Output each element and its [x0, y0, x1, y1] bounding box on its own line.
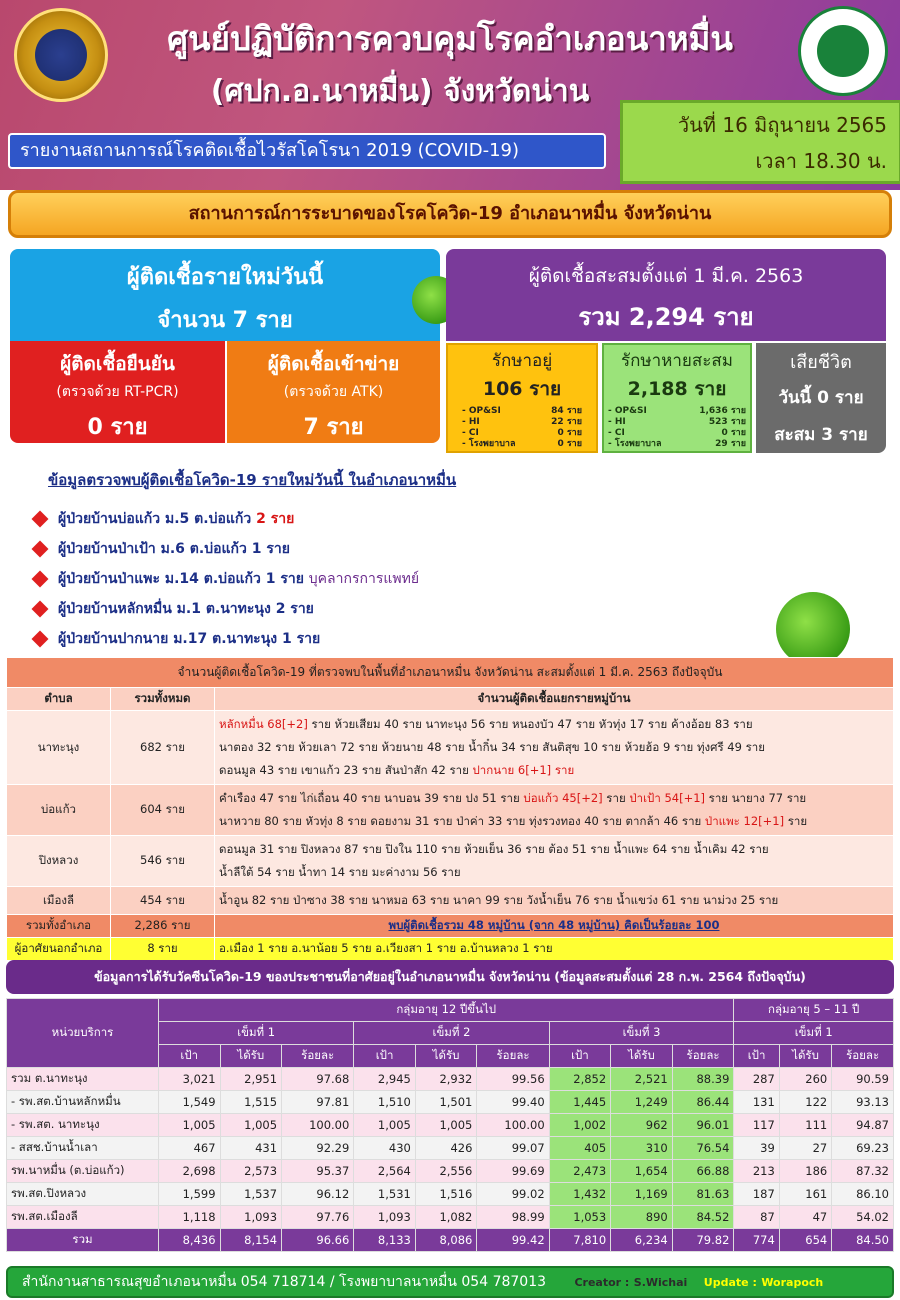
summary-note: พบผู้ติดเชื้อรวม 48 หมู่บ้าน (จาก 48 หมู่บ้าน) คิดเป็นร้อยละ 100 — [215, 915, 894, 938]
village-list — [215, 887, 894, 915]
group-5-11-header: กลุ่มอายุ 5 – 11 ปี — [734, 999, 894, 1022]
vaccine-cell: 99.02 — [477, 1183, 549, 1206]
patient-note: บุคลากรการแพทย์ — [308, 571, 420, 587]
total-cell: 654 — [779, 1229, 831, 1252]
subheader-target: เป้า — [159, 1045, 221, 1068]
cases-row — [7, 711, 894, 785]
subheader-target: เป้า — [549, 1045, 611, 1068]
vaccine-cell: 99.56 — [477, 1068, 549, 1091]
vaccine-cell: 1,053 — [549, 1206, 611, 1229]
probable-count: 7 ราย — [303, 415, 364, 440]
outside-total: 8 ราย — [111, 938, 215, 961]
vaccine-cell: 87 — [734, 1206, 779, 1229]
village-text: ดอนมูล 31 ราย ปิงหลวง 87 ราย ปิงใน 110 ราย ห้วยเย็น 36 ราย ต้อง 51 ราย น้ำแพะ 64 ราย น้ำเคิม 42 ราย — [219, 842, 769, 856]
breakdown-row — [462, 406, 582, 417]
virus-icon-large — [776, 592, 850, 666]
recovered-breakdown — [604, 406, 750, 450]
confirmed-label: ผู้ติดเชื้อยืนยัน — [60, 353, 175, 375]
vaccine-cell: 1,169 — [611, 1183, 673, 1206]
outside-note: อ.เมือง 1 ราย อ.นาน้อย 5 ราย อ.เวียงสา 1 ราย อ.บ้านหลวง 1 ราย — [215, 938, 894, 961]
unit-name: - รพ.สต. นาทะนุง — [7, 1114, 159, 1137]
summary-total: 2,286 ราย — [111, 915, 215, 938]
breakdown-value: 0 ราย — [557, 428, 582, 438]
total-cell: 8,154 — [220, 1229, 282, 1252]
vaccine-cell: 90.59 — [832, 1068, 894, 1091]
unit-name: - รพ.สต.บ้านหลักหมื่น — [7, 1091, 159, 1114]
vaccine-cell: 1,002 — [549, 1114, 611, 1137]
vaccine-cell: 1,515 — [220, 1091, 282, 1114]
page-title: ศูนย์ปฏิบัติการควบคุมโรคอำเภอนาหมื่น — [167, 19, 733, 58]
cumulative-box — [446, 249, 886, 341]
vaccine-cell: 161 — [779, 1183, 831, 1206]
village-list — [215, 836, 894, 887]
vaccine-cell: 1,005 — [415, 1114, 477, 1137]
total-cell: 8,133 — [354, 1229, 416, 1252]
unit-name: รพ.สต.เมืองลี — [7, 1206, 159, 1229]
update-label: Update : — [703, 1276, 757, 1289]
vaccine-cell: 287 — [734, 1068, 779, 1091]
village-text: น้ำลีใต้ 54 ราย น้ำทา 14 ราย มะค่างาม 56 ราย — [219, 865, 461, 879]
unit-name: - สสช.บ้านน้ำเลา — [7, 1137, 159, 1160]
subheader-percent: ร้อยละ — [672, 1045, 734, 1068]
vaccine-cell: 1,501 — [415, 1091, 477, 1114]
breakdown-name: - โรงพยาบาล — [462, 439, 516, 449]
creator-name: S.Wichai — [633, 1276, 688, 1289]
patient-text: ผู้ป่วยบ้านปากนาย ม.17 ต.นาทะนุง 1 ราย — [58, 631, 321, 647]
breakdown-row — [608, 439, 746, 450]
village-line — [219, 810, 889, 833]
vaccine-cell: 2,521 — [611, 1068, 673, 1091]
vaccine-cell: 92.29 — [282, 1137, 354, 1160]
vaccine-cell: 100.00 — [477, 1114, 549, 1137]
vaccine-cell: 87.32 — [832, 1160, 894, 1183]
vaccine-row — [7, 1206, 894, 1229]
patient-text: ผู้ป่วยบ้านหลักหมื่น ม.1 ต.นาทะนุง 2 ราย — [58, 601, 314, 617]
breakdown-name: - OP&SI — [462, 406, 501, 416]
new-cases-label: ผู้ติดเชื้อรายใหม่วันนี้ — [126, 265, 324, 290]
vaccine-cell: 76.54 — [672, 1137, 734, 1160]
vaccine-cell: 260 — [779, 1068, 831, 1091]
vaccine-cell: 66.88 — [672, 1160, 734, 1183]
header-banner — [0, 0, 900, 190]
recovered-box — [602, 343, 752, 453]
updater-name: Worapoch — [761, 1276, 824, 1289]
report-title: รายงานสถานการณ์โรคติดเชื้อไวรัสโคโรนา 2019 (COVID-19) — [8, 133, 606, 169]
village-line — [219, 838, 889, 861]
summary-label: รวมทั้งอำเภอ — [7, 915, 111, 938]
vaccine-cell: 27 — [779, 1137, 831, 1160]
patient-item — [34, 598, 314, 620]
total-cell: 774 — [734, 1229, 779, 1252]
vaccine-cell: 95.37 — [282, 1160, 354, 1183]
breakdown-name: - โรงพยาบาล — [608, 439, 662, 449]
vaccine-cell: 2,473 — [549, 1160, 611, 1183]
patient-text: ผู้ป่วยบ้านป่าเป้า ม.6 ต.บ่อแก้ว 1 ราย — [58, 541, 290, 557]
vaccine-cell: 86.44 — [672, 1091, 734, 1114]
unit-name: รพ.นาหมื่น (ต.บ่อแก้ว) — [7, 1160, 159, 1183]
vaccine-cell: 99.07 — [477, 1137, 549, 1160]
vaccine-cell: 1,654 — [611, 1160, 673, 1183]
vaccine-cell: 890 — [611, 1206, 673, 1229]
breakdown-row — [462, 439, 582, 450]
patient-text: ผู้ป่วยบ้านบ่อแก้ว ม.5 ต.บ่อแก้ว — [58, 511, 257, 527]
vaccine-title: ข้อมูลการได้รับวัคซีนโควิด-19 ของประชาชนที่อาศัยอยู่ในอำเภอนาหมื่น จังหวัดน่าน (ข้อมูลสะสมตั้งแต่ 28 ก.พ. 2564 ถึงปัจจุบัน) — [6, 960, 894, 994]
cumulative-label: ผู้ติดเชื้อสะสมตั้งแต่ 1 มี.ค. 2563 — [528, 265, 804, 287]
dose1-header: เข็มที่ 1 — [159, 1022, 354, 1045]
vaccine-cell: 97.68 — [282, 1068, 354, 1091]
cases-row — [7, 836, 894, 887]
unit-header: หน่วยบริการ — [7, 999, 159, 1068]
breakdown-name: - HI — [462, 417, 480, 427]
vaccine-cell: 1,093 — [354, 1206, 416, 1229]
vaccine-row — [7, 1137, 894, 1160]
total-label: รวม — [7, 1229, 159, 1252]
vaccine-cell: 2,945 — [354, 1068, 416, 1091]
village-text: ดอนมูล 43 ราย เขาแก้ว 23 ราย สันป่าสัก 42 ราย — [219, 763, 473, 777]
breakdown-row — [462, 417, 582, 428]
subdistrict-name: เมืองลี — [7, 887, 111, 915]
vaccine-cell: 2,698 — [159, 1160, 221, 1183]
vaccine-cell: 2,951 — [220, 1068, 282, 1091]
vaccine-cell: 1,510 — [354, 1091, 416, 1114]
treating-count: 106 ราย — [482, 378, 562, 400]
total-cell: 8,436 — [159, 1229, 221, 1252]
vaccine-cell: 131 — [734, 1091, 779, 1114]
situation-title: สถานการณ์การระบาดของโรคโควิด-19 อำเภอนาหมื่น จังหวัดน่าน — [8, 190, 892, 238]
bullet-diamond-icon — [32, 541, 49, 558]
confirmed-method: (ตรวจด้วย RT-PCR) — [56, 384, 179, 400]
vaccine-cell: 98.99 — [477, 1206, 549, 1229]
date-box — [620, 100, 900, 184]
subdistrict-total: 546 ราย — [111, 836, 215, 887]
subdistrict-total: 682 ราย — [111, 711, 215, 785]
village-text: นาหวาย 80 ราย หัวทุ่ง 8 ราย ดอยงาม 31 ราย ป่าค่า 33 ราย ทุ่งรวงทอง 40 ราย ตากล้า 46 ราย — [219, 814, 705, 828]
report-time: เวลา 18.30 น. — [755, 149, 887, 173]
subheader-received: ได้รับ — [220, 1045, 282, 1068]
vaccine-row — [7, 1160, 894, 1183]
vaccine-cell: 111 — [779, 1114, 831, 1137]
vaccine-cell: 2,852 — [549, 1068, 611, 1091]
treating-box — [446, 343, 598, 453]
cases-row — [7, 785, 894, 836]
subdistrict-name: ปิงหลวง — [7, 836, 111, 887]
vaccine-cell: 430 — [354, 1137, 416, 1160]
report-date: วันที่ 16 มิถุนายน 2565 — [677, 113, 887, 137]
unit-name: รพ.สต.ปิงหลวง — [7, 1183, 159, 1206]
vaccine-cell: 1,005 — [354, 1114, 416, 1137]
breakdown-value: 29 ราย — [715, 439, 746, 449]
village-list — [215, 711, 894, 785]
vaccine-cell: 431 — [220, 1137, 282, 1160]
breakdown-row — [608, 417, 746, 428]
vaccine-cell: 187 — [734, 1183, 779, 1206]
bullet-diamond-icon — [32, 511, 49, 528]
vaccine-cell: 122 — [779, 1091, 831, 1114]
vaccine-cell: 213 — [734, 1160, 779, 1183]
total-cell: 6,234 — [611, 1229, 673, 1252]
vaccine-cell: 1,549 — [159, 1091, 221, 1114]
death-box — [756, 343, 886, 453]
vaccine-cell: 2,564 — [354, 1160, 416, 1183]
vaccine-cell: 1,005 — [220, 1114, 282, 1137]
breakdown-name: - CI — [608, 428, 625, 438]
village-text: ราย นายาง 77 ราย — [705, 791, 807, 805]
village-highlight: ป่าแพะ 12[+1] — [704, 814, 785, 828]
recovered-label: รักษาหายสะสม — [621, 351, 733, 371]
probable-method: (ตรวจด้วย ATK) — [283, 384, 384, 400]
village-line — [219, 787, 889, 810]
vaccine-cell: 1,531 — [354, 1183, 416, 1206]
breakdown-value: 0 ราย — [557, 439, 582, 449]
vaccine-cell: 96.12 — [282, 1183, 354, 1206]
vaccine-cell: 3,021 — [159, 1068, 221, 1091]
subheader-received: ได้รับ — [611, 1045, 673, 1068]
subdistrict-total: 454 ราย — [111, 887, 215, 915]
vaccine-cell: 117 — [734, 1114, 779, 1137]
total-cell: 96.66 — [282, 1229, 354, 1252]
footer — [6, 1266, 894, 1298]
vaccine-cell: 96.01 — [672, 1114, 734, 1137]
group-12-header: กลุ่มอายุ 12 ปีขึ้นไป — [159, 999, 734, 1022]
moph-logo-icon — [798, 6, 888, 96]
unit-name: รวม ต.นาทะนุง — [7, 1068, 159, 1091]
village-highlight: หลักหมื่น 68[+2] — [219, 717, 308, 731]
subheader-percent: ร้อยละ — [282, 1045, 354, 1068]
subdistrict-name: บ่อแก้ว — [7, 785, 111, 836]
vaccine-cell: 99.69 — [477, 1160, 549, 1183]
header-subdistrict: ตำบล — [7, 688, 111, 711]
dose3-header: เข็มที่ 3 — [549, 1022, 734, 1045]
vaccine-cell: 1,093 — [220, 1206, 282, 1229]
new-cases-box — [10, 249, 440, 341]
death-total: สะสม 3 ราย — [774, 425, 868, 445]
vaccine-cell: 86.10 — [832, 1183, 894, 1206]
vaccine-row — [7, 1091, 894, 1114]
bullet-diamond-icon — [32, 631, 49, 648]
village-text: นาตอง 32 ราย ห้วยเลา 72 ราย ห้วยนาย 48 ราย น้ำกิ๋น 34 ราย สันติสุข 10 ราย ห้วยฮ้อ 9 ราย ทุ่งศรี 49 ราย — [219, 740, 765, 754]
breakdown-value: 84 ราย — [551, 406, 582, 416]
vaccine-row — [7, 1068, 894, 1091]
subheader-target: เป้า — [734, 1045, 779, 1068]
breakdown-value: 523 ราย — [708, 417, 746, 427]
village-line — [219, 736, 889, 759]
vaccine-cell: 100.00 — [282, 1114, 354, 1137]
dose1-child-header: เข็มที่ 1 — [734, 1022, 894, 1045]
patient-count: 2 ราย — [256, 511, 295, 527]
vaccine-cell: 1,516 — [415, 1183, 477, 1206]
vaccine-cell: 39 — [734, 1137, 779, 1160]
vaccine-cell: 1,599 — [159, 1183, 221, 1206]
patient-item — [34, 538, 290, 560]
new-cases-count: จำนวน 7 ราย — [157, 308, 293, 333]
village-line — [219, 861, 889, 884]
total-cell: 99.42 — [477, 1229, 549, 1252]
breakdown-value: 22 ราย — [551, 417, 582, 427]
village-text: น้ำอูน 82 ราย ป่าซาง 38 ราย นาหมอ 63 ราย นาคา 99 ราย วังน้ำเย็น 76 ราย น้ำแขว่ง 61 ราย นาม่วง 25 ราย — [219, 893, 779, 907]
subheader-received: ได้รับ — [779, 1045, 831, 1068]
vaccine-cell: 1,537 — [220, 1183, 282, 1206]
creator-label: Creator : — [574, 1276, 630, 1289]
patient-item — [34, 568, 419, 590]
probable-label: ผู้ติดเชื้อเข้าข่าย — [267, 353, 400, 375]
probable-box — [227, 341, 440, 443]
vaccine-cell: 962 — [611, 1114, 673, 1137]
breakdown-value: 1,636 ราย — [699, 406, 746, 416]
village-list — [215, 785, 894, 836]
cases-table-title: จำนวนผู้ติดเชื้อโควิด-19 ที่ตรวจพบในพื้นที่อำเภอนาหมื่น จังหวัดน่าน สะสมตั้งแต่ 1 มี.ค. 2563 ถึงปัจจุบัน — [7, 658, 894, 688]
vaccine-cell: 1,082 — [415, 1206, 477, 1229]
breakdown-row — [462, 428, 582, 439]
subheader-received: ได้รับ — [415, 1045, 477, 1068]
vaccine-cell: 84.52 — [672, 1206, 734, 1229]
subdistrict-name: นาทะนุง — [7, 711, 111, 785]
vaccine-cell: 1,005 — [159, 1114, 221, 1137]
vaccine-cell: 405 — [549, 1137, 611, 1160]
village-line — [219, 713, 889, 736]
page-subtitle: (ศปก.อ.นาหมื่น) จังหวัดน่าน — [210, 74, 590, 109]
vaccine-cell: 97.81 — [282, 1091, 354, 1114]
recovered-count: 2,188 ราย — [627, 378, 727, 400]
breakdown-row — [608, 406, 746, 417]
breakdown-name: - CI — [462, 428, 479, 438]
outside-label: ผู้อาศัยนอกอำเภอ — [7, 938, 111, 961]
vaccine-cell: 2,932 — [415, 1068, 477, 1091]
total-cell: 79.82 — [672, 1229, 734, 1252]
breakdown-name: - HI — [608, 417, 626, 427]
village-text: ราย ห้วยเสียม 40 ราย นาทะนุง 56 ราย หนองบัว 47 ราย หัวทุ่ง 17 ราย ค้างอ้อย 83 ราย — [307, 717, 753, 731]
footer-contacts: สำนักงานสาธารณสุขอำเภอนาหมื่น 054 718714 / โรงพยาบาลนาหมื่น 054 787013 — [22, 1274, 547, 1290]
patient-item — [34, 628, 320, 650]
vaccine-cell: 99.40 — [477, 1091, 549, 1114]
village-line — [219, 889, 889, 912]
vaccine-cell: 97.76 — [282, 1206, 354, 1229]
total-cell: 7,810 — [549, 1229, 611, 1252]
village-text: คำเรือง 47 ราย ไก่เถื่อน 40 ราย นาบอน 39 ราย ปง 51 ราย — [219, 791, 524, 805]
vaccine-cell: 54.02 — [832, 1206, 894, 1229]
vaccine-cell: 1,445 — [549, 1091, 611, 1114]
confirmed-box — [10, 341, 225, 443]
vaccine-cell: 1,249 — [611, 1091, 673, 1114]
subheader-percent: ร้อยละ — [832, 1045, 894, 1068]
vaccine-table — [6, 998, 894, 1252]
bullet-diamond-icon — [32, 571, 49, 588]
patient-item — [34, 508, 294, 530]
vaccine-cell: 47 — [779, 1206, 831, 1229]
vaccine-cell: 88.39 — [672, 1068, 734, 1091]
subheader-percent: ร้อยละ — [477, 1045, 549, 1068]
death-label: เสียชีวิต — [790, 352, 852, 373]
village-highlight: บ่อแก้ว 45[+2] — [523, 791, 603, 805]
vaccine-cell: 186 — [779, 1160, 831, 1183]
subheader-target: เป้า — [354, 1045, 416, 1068]
details-title: ข้อมูลตรวจพบผู้ติดเชื้อโควิด-19 รายใหม่วันนี้ ในอำเภอนาหมื่น — [48, 471, 457, 489]
cases-row — [7, 887, 894, 915]
village-highlight: ปากนาย 6[+1] ราย — [472, 763, 575, 777]
breakdown-row — [608, 428, 746, 439]
subdistrict-total: 604 ราย — [111, 785, 215, 836]
header-villages: จำนวนผู้ติดเชื้อแยกรายหมู่บ้าน — [215, 688, 894, 711]
vaccine-cell: 467 — [159, 1137, 221, 1160]
cases-table — [6, 657, 894, 961]
total-cell: 8,086 — [415, 1229, 477, 1252]
vaccine-cell: 2,573 — [220, 1160, 282, 1183]
village-highlight: ป่าเป้า 54[+1] — [629, 791, 706, 805]
village-text: ราย — [784, 814, 808, 828]
dose2-header: เข็มที่ 2 — [354, 1022, 549, 1045]
vaccine-cell: 310 — [611, 1137, 673, 1160]
cumulative-total: รวม 2,294 ราย — [578, 303, 754, 331]
vaccine-cell: 93.13 — [832, 1091, 894, 1114]
breakdown-name: - OP&SI — [608, 406, 647, 416]
vaccine-cell: 94.87 — [832, 1114, 894, 1137]
vaccine-cell: 426 — [415, 1137, 477, 1160]
confirmed-count: 0 ราย — [87, 415, 148, 440]
vaccine-cell: 69.23 — [832, 1137, 894, 1160]
vaccine-cell: 1,118 — [159, 1206, 221, 1229]
breakdown-value: 0 ราย — [721, 428, 746, 438]
header-total: รวมทั้งหมด — [111, 688, 215, 711]
death-today: วันนี้ 0 ราย — [778, 388, 864, 408]
bullet-diamond-icon — [32, 601, 49, 618]
treating-breakdown — [448, 406, 596, 450]
village-line — [219, 759, 889, 782]
provincial-seal-icon — [14, 8, 108, 102]
total-cell: 84.50 — [832, 1229, 894, 1252]
vaccine-row — [7, 1114, 894, 1137]
vaccine-cell: 1,432 — [549, 1183, 611, 1206]
village-text: ราย — [602, 791, 630, 805]
treating-label: รักษาอยู่ — [491, 351, 553, 371]
vaccine-row — [7, 1183, 894, 1206]
patient-text: ผู้ป่วยบ้านป่าแพะ ม.14 ต.บ่อแก้ว 1 ราย — [58, 571, 309, 587]
vaccine-cell: 81.63 — [672, 1183, 734, 1206]
vaccine-cell: 2,556 — [415, 1160, 477, 1183]
